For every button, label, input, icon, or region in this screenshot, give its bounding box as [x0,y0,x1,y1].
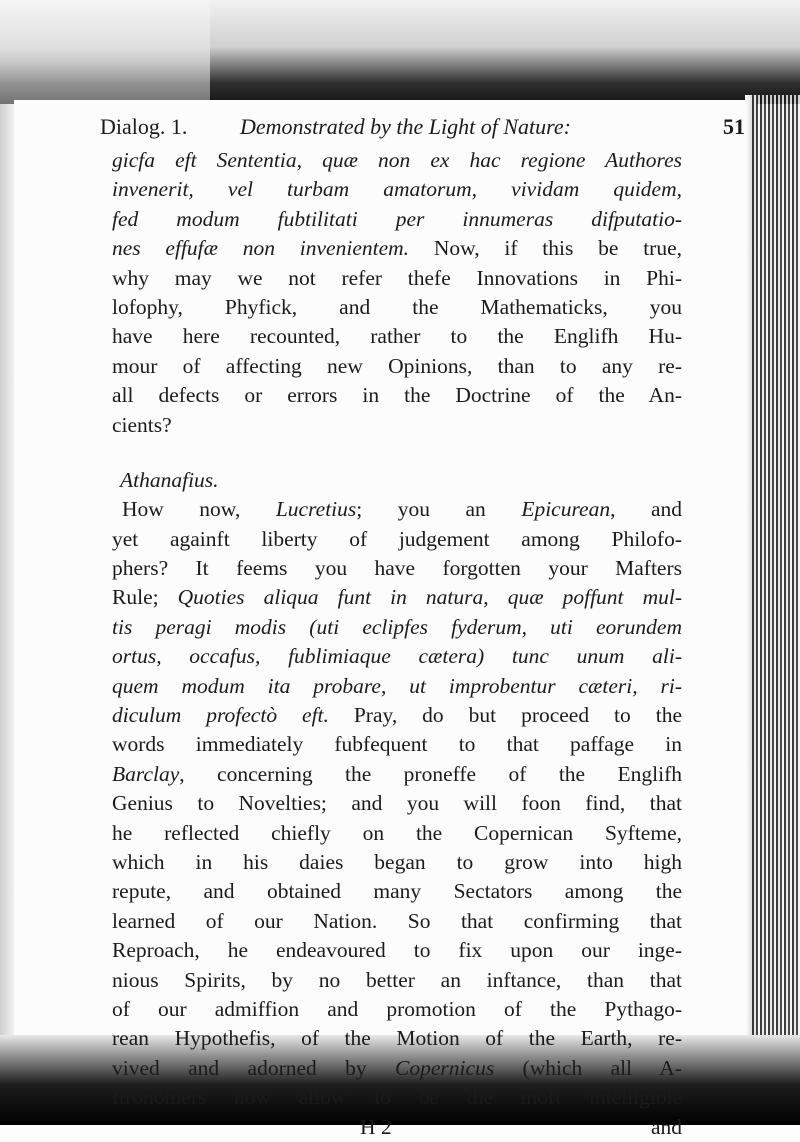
text-line: tis peragi modis (uti eclipfes fyderum, uti eorundem [112,614,682,639]
text-line: ftronomers now allow to be the moft intelligible [112,1085,682,1110]
page-number: 51 [723,114,745,139]
latin-phrase: nes effufæ non invenientem. [112,236,410,261]
text-line: yet againft liberty of judgement among Philofo- [112,526,682,551]
text-line: all defects or errors in the Doctrine of the An- [112,383,682,408]
text-line: quem modum ita probare, ut improbentur cæteri, ri- [112,673,682,698]
running-title: Demonstrated by the Light of Nature: [240,114,571,139]
text-line [112,1054,682,1083]
word-epicurean: Epicurean [521,497,611,522]
text-line: why may we not refer thefe Innovations in Phi- [112,265,682,290]
scan-edge-left [0,104,14,1125]
text-segment: , and [610,497,683,522]
text-line: nious Spirits, by no better an inftance, than that [112,967,682,992]
text-line: words immediately fubfequent to that paffage in [112,732,682,757]
text-line: Reproach, he endeavoured to fix upon our inge- [112,938,682,963]
text-segment: How now, [122,497,276,522]
catchword: and [650,1114,682,1139]
text-line: invenerit, vel turbam amatorum, vividam quidem, [112,177,682,202]
text-line: Genius to Novelties; and you will foon find, that [112,791,682,816]
text-segment: Pray, do but proceed to the [328,703,682,728]
name-lucretius: Lucretius [275,497,357,522]
name-barclay: Barclay [112,761,180,786]
name-copernicus: Copernicus [395,1055,495,1080]
text-line: mour of affecting new Opinions, than to any re- [112,353,682,378]
text-line: gicfa eft Sententia, quæ non ex hac regione Authores [112,148,682,172]
text-segment: ; you an [356,497,522,522]
text-line: cients? [112,412,172,437]
text-line: rean Hypothefis, of the Motion of the Earth, re- [112,1026,682,1051]
text-line [112,583,682,612]
speaker-name: Athanafius. [120,467,219,492]
text-segment: Rule; [112,585,178,610]
text-segment: (which all A- [494,1055,682,1080]
text-line: lofophy, Phyfick, and the Mathematicks, you [112,294,682,319]
text-line [112,495,682,524]
text-line [112,760,682,789]
scan-shadow-top-left [0,0,210,104]
latin-quote-end: diculum profectò eft. [112,703,329,728]
text-line: repute, and obtained many Sectators among the [112,879,682,904]
body-text [112,146,682,1142]
text-segment: vived and adorned by [112,1055,396,1080]
text-line: phers? It feems you have forgotten your Mafters [112,556,682,581]
text-line: fed modum fubtilitati per innumeras difputatio- [112,206,682,231]
text-segment: , concerning the proneffe of the Englifh [179,761,682,786]
text-line: which in his daies began to grow into high [112,849,682,874]
text-line: ortus, occafus, fublimiaque cætera) tunc unum ali- [112,644,682,669]
dialog-number: Dialog. 1. [100,114,188,139]
text-line [112,701,682,730]
book-binding-edge [752,95,800,1055]
text-line: have here recounted, rather to the Englifh Hu- [112,324,682,349]
latin-quote: Quoties aliqua funt in natura, quæ poffunt mul- [177,585,682,610]
section-gap [112,440,682,466]
text-segment: Now, if this be true, [409,236,682,261]
page-footer [112,1113,682,1142]
signature-mark: H 2 [360,1114,392,1139]
text-line: of our admiffion and promotion of the Pythago- [112,996,682,1021]
text-line [112,234,682,263]
text-line: learned of our Nation. So that confirming that [112,908,682,933]
text-line: he reflected chiefly on the Copernican Syfteme, [112,820,682,845]
running-header [100,114,745,150]
